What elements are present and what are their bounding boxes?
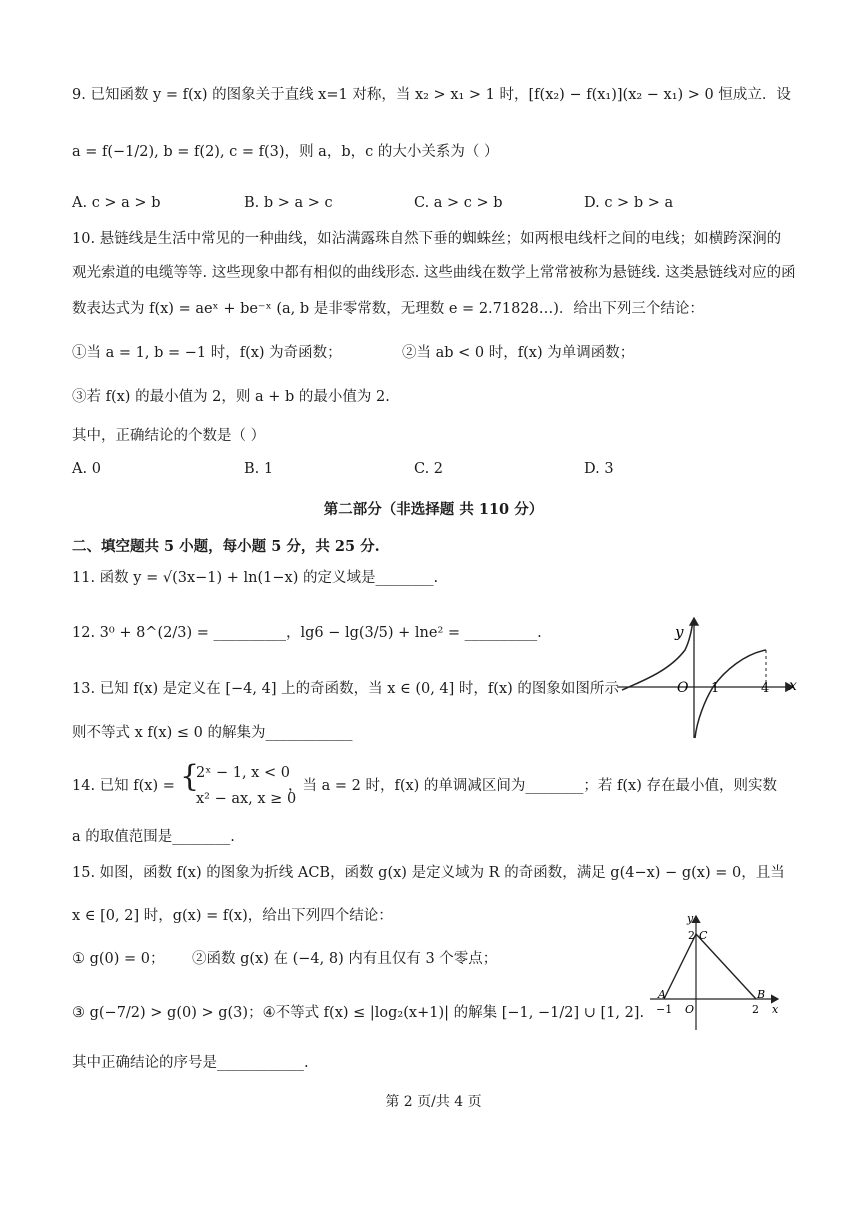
page-footer: 第 2 页/共 4 页 bbox=[385, 1094, 482, 1110]
fig15-point-a: A bbox=[658, 988, 666, 1001]
q10-line2: 观光索道的电缆等等. 这些现象中都有相似的曲线形态. 这些曲线在数学上常常被称为悬链线. 这类悬链线对应的函 bbox=[72, 265, 796, 281]
fig13-origin-label: O bbox=[677, 680, 689, 696]
q9-line2: a = f(−1/2), b = f(2), c = f(3)，则 a，b，c 的大小关系为（ ） bbox=[72, 144, 499, 160]
q14-line2: a 的取值范围是________. bbox=[72, 829, 235, 845]
q9-option-a: A. c > a > b bbox=[72, 195, 161, 211]
fig15-x-label: x bbox=[772, 1003, 779, 1016]
fig15-origin-label: O bbox=[685, 1003, 695, 1016]
fig13-tick-4: 4 bbox=[761, 681, 770, 696]
q15-conclusion-1: ① g(0) = 0； bbox=[72, 951, 165, 967]
fig15-point-c: C bbox=[699, 929, 708, 942]
q12: 12. 3⁰ + 8^(2/3) = __________，lg6 − lg(3/5) + lne² = __________. bbox=[72, 625, 542, 641]
fig13-y-label: y bbox=[675, 623, 684, 641]
section2-title: 二、填空题共 5 小题，每小题 5 分，共 25 分. bbox=[72, 538, 380, 555]
q15-figure bbox=[648, 912, 788, 1034]
q10-option-b: B. 1 bbox=[244, 461, 274, 477]
fig15-tick-y2: 2 bbox=[688, 929, 695, 942]
q11: 11. 函数 y = √(3x−1) + ln(1−x) 的定义域是________. bbox=[72, 570, 439, 586]
q15-line1: 15. 如图，函数 f(x) 的图象为折线 ACB，函数 g(x) 是定义域为 R 的奇函数，满足 g(4−x) − g(x) = 0，且当 bbox=[72, 865, 785, 881]
q9-option-c: C. a > c > b bbox=[414, 195, 503, 211]
q10-conclusion-2: ②当 ab < 0 时，f(x) 为单调函数； bbox=[402, 345, 635, 361]
q14-case2: x² − ax, x ≥ 0 bbox=[196, 791, 297, 807]
fig13-x-label: x bbox=[789, 678, 797, 694]
q10-conclusion-3: ③若 f(x) 的最小值为 2，则 a + b 的最小值为 2. bbox=[72, 389, 390, 405]
q13-line2: 则不等式 x f(x) ≤ 0 的解集为____________ bbox=[72, 725, 353, 741]
q15-line2: x ∈ [0, 2] 时，g(x) = f(x)，给出下列四个结论： bbox=[72, 908, 393, 924]
part2-title: 第二部分（非选择题 共 110 分） bbox=[323, 501, 544, 518]
q15-ask: 其中正确结论的序号是____________. bbox=[72, 1055, 309, 1071]
fig15-tick-x2: 2 bbox=[752, 1003, 759, 1016]
curve-right bbox=[695, 650, 766, 738]
q14-prefix: 14. 已知 f(x) = bbox=[72, 778, 175, 794]
q15-conclusion-2: ②函数 g(x) 在 (−4, 8) 内有且仅有 3 个零点； bbox=[192, 951, 498, 967]
q10-option-c: C. 2 bbox=[414, 461, 444, 477]
q14-suffix: ，当 a = 2 时，f(x) 的单调减区间为________；若 f(x) 存在最小值，则实数 bbox=[288, 778, 777, 794]
q10-ask: 其中，正确结论的个数是（ ） bbox=[72, 428, 266, 444]
q13-line1: 13. 已知 f(x) 是定义在 [−4, 4] 上的奇函数，当 x ∈ (0, 4] 时，f(x) 的图象如图所示 bbox=[72, 681, 619, 697]
q10-line1: 10. 悬链线是生活中常见的一种曲线，如沾满露珠自然下垂的蜘蛛丝；如两根电线杆之间的电线；如横跨深涧的 bbox=[72, 231, 782, 247]
q9-option-b: B. b > a > c bbox=[244, 195, 333, 211]
q9-line1: 9. 已知函数 y = f(x) 的图象关于直线 x=1 对称，当 x₂ > x₁ > 1 时，[f(x₂) − f(x₁)](x₂ − x₁) > 0 恒成立．设 bbox=[72, 87, 791, 103]
q14-brace: { bbox=[180, 759, 200, 794]
q10-option-d: D. 3 bbox=[584, 461, 614, 477]
fig15-point-b: B bbox=[757, 988, 766, 1001]
q10-option-a: A. 0 bbox=[72, 461, 101, 477]
q14-case1: 2ˣ − 1, x < 0 bbox=[196, 765, 290, 781]
fig15-tick-neg1: −1 bbox=[656, 1003, 673, 1016]
polyline-acb bbox=[664, 934, 756, 999]
fig15-y-label: y bbox=[687, 912, 694, 925]
q13-figure bbox=[615, 610, 800, 742]
q10-line3: 数表达式为 f(x) = aeˣ + be⁻ˣ (a, b 是非零常数，无理数 e = 2.71828…)．给出下列三个结论： bbox=[72, 301, 704, 317]
q15-conclusion-3: ③ g(−7/2) > g(0) > g(3)；④不等式 f(x) ≤ |log₂(x+1)| 的解集 [−1, −1/2] ∪ [1, 2]. bbox=[72, 1005, 645, 1021]
q10-conclusion-1: ①当 a = 1, b = −1 时，f(x) 为奇函数； bbox=[72, 345, 342, 361]
q9-option-d: D. c > b > a bbox=[584, 195, 674, 211]
fig13-tick-1: 1 bbox=[711, 681, 720, 696]
